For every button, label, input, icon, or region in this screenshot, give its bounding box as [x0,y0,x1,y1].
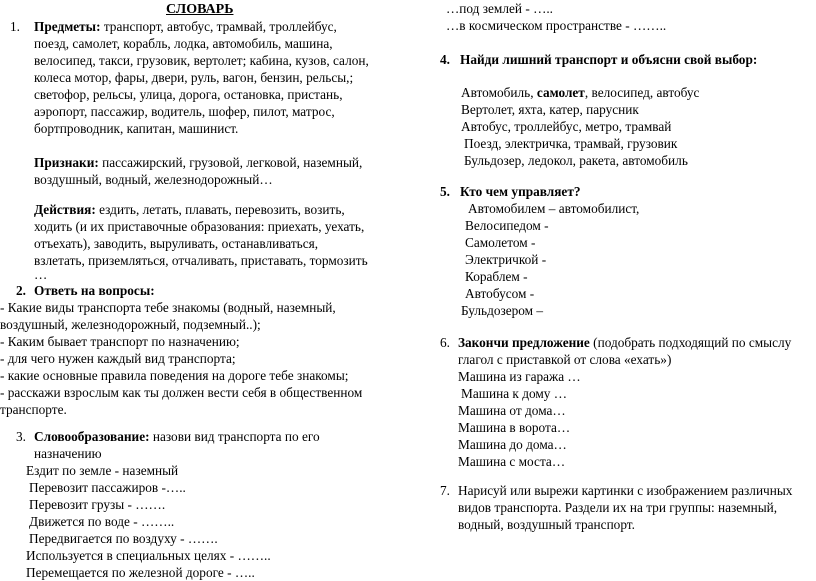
section-2-number: 2. [16,283,26,298]
word-item: Перевозит пассажиров -….. [29,480,186,495]
section-5-heading: Кто чем управляет? [460,184,581,199]
question-5-cont: транспорте. [0,402,67,417]
section-2-heading: Ответь на вопросы: [34,283,155,298]
sentence-item: Машина из гаража … [458,369,581,384]
section-3-line-2: назначению [34,446,102,461]
word-item: Ездит по земле - наземный [26,463,179,478]
signs-line-1 [34,154,362,171]
continued-item: …в космическом пространстве - …….. [446,18,667,33]
section-1-line-6: аэропорт, пассажир, водитель, шофер, пилот, матрос, [34,104,335,119]
actions-line-5: … [34,267,48,282]
section-3-number: 3. [16,429,26,444]
sentence-item: Машина до дома… [458,437,567,452]
section-6-heading: Закончи предложение [458,335,590,350]
section-1-line-5: светофор, рельсы, улица, дорога, остановка, пристань, [34,87,343,102]
section-1-text: транспорт, автобус, трамвай, троллейбус, [100,19,337,34]
section-6-number: 6. [440,335,450,350]
section-6-text: (подобрать подходящий по смыслу [589,335,792,350]
odd-one-row-3: Автобус, троллейбус, метро, трамвай [461,119,672,134]
odd-one-row-1-a: Автомобиль, [461,85,537,100]
section-3-heading: Словообразование: [34,429,150,444]
control-item: Бульдозером – [461,303,544,318]
section-1-line-1 [34,18,337,35]
actions-heading: Действия: [34,202,96,217]
word-item: Передвигается по воздуху - ……. [29,531,218,546]
section-6-line-1 [458,334,791,351]
section-1-line-4: колеса мотор, фары, двери, руль, вагон, бензин, рельсы,; [34,70,354,85]
question-3: - для чего нужен каждый вид транспорта; [0,351,236,366]
section-6-line-2: глагол с приставкой от слова «ехать») [458,352,672,367]
odd-one-row-1 [461,84,699,101]
section-7-line-1: Нарисуй или вырежи картинки с изображением различных [458,483,793,498]
control-item: Велосипедом - [465,218,549,233]
control-item: Кораблем - [465,269,528,284]
section-5-number: 5. [440,184,450,199]
section-3-line-1 [34,428,320,445]
actions-line-1 [34,201,345,218]
signs-line-2: воздушный, водный, железнодорожный… [34,172,273,187]
continued-item: …под землей - ….. [446,1,554,16]
question-1-cont: воздушный, железнодорожный, подземный..); [0,317,261,332]
sentence-item: Машина в ворота… [458,420,571,435]
section-7-number: 7. [440,483,450,498]
control-item: Автомобилем – автомобилист, [468,201,640,216]
section-1-number: 1. [10,19,20,34]
question-2: - Каким бывает транспорт по назначению; [0,334,240,349]
question-4: - какие основные правила поведения на дороге тебе знакомы; [0,368,349,383]
word-item: Перевозит грузы - ……. [29,497,166,512]
section-7-line-3: водный, воздушный транспорт. [458,517,635,532]
section-1-line-7: бортпроводник, капитан, машинист. [34,121,239,136]
actions-line-3: отъехать), заводить, выруливать, останавливаться, [34,236,319,251]
word-item: Движется по воде - …….. [29,514,175,529]
section-1-heading: Предметы: [34,19,101,34]
page-title: СЛОВАРЬ [166,2,234,17]
word-item: Перемещается по железной дороге - ….. [26,565,255,580]
odd-one-row-4: Поезд, электричка, трамвай, грузовик [464,136,678,151]
section-4-heading: Найди лишний транспорт и объясни свой выбор: [460,52,758,67]
actions-line-4: взлетать, приземляться, отчаливать, приставать, тормозить [34,253,368,268]
section-7-line-2: видов транспорта. Раздели их на три группы: наземный, [458,500,778,515]
section-3-text: назови вид транспорта по его [149,429,320,444]
control-item: Электричкой - [465,252,547,267]
sentence-item: Машина от дома… [458,403,566,418]
actions-line-2: ходить (и их приставочные образования: приехать, уехать, [34,219,365,234]
actions-text: ездить, летать, плавать, перевозить, возить, [95,202,345,217]
signs-text: пассажирский, грузовой, легковой, наземный, [98,155,363,170]
question-5: - расскажи взрослым как ты должен вести себя в общественном [0,385,363,400]
section-1-line-3: велосипед, такси, грузовик, вертолет; кабина, кузов, салон, [34,53,369,68]
odd-one-highlight: самолет [536,85,585,100]
odd-one-row-5: Бульдозер, ледокол, ракета, автомобиль [464,153,688,168]
section-4-number: 4. [440,52,450,67]
odd-one-row-2: Вертолет, яхта, катер, парусник [461,102,639,117]
word-item: Используется в специальных целях - …….. [26,548,271,563]
odd-one-row-1-c: , велосипед, автобус [584,85,700,100]
section-1-line-2: поезд, самолет, корабль, лодка, автомобиль, машина, [34,36,333,51]
sentence-item: Машина с моста… [458,454,566,469]
sentence-item: Машина к дому … [461,386,568,401]
signs-heading: Признаки: [34,155,99,170]
control-item: Автобусом - [465,286,535,301]
control-item: Самолетом - [465,235,536,250]
question-1: - Какие виды транспорта тебе знакомы (водный, наземный, [0,300,336,315]
